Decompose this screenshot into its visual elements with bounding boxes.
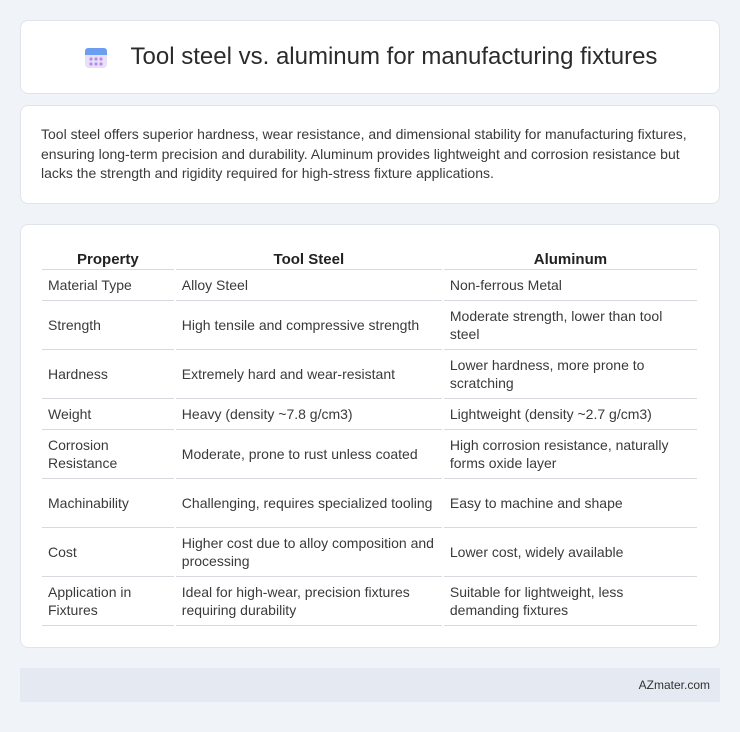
table-row [42,301,697,350]
aluminum-cell: Lightweight (density ~2.7 g/cm3) [444,399,697,430]
summary-text: Tool steel offers superior hardness, wear resistance, and dimensional stability for manufacturing fixtures, ensuring long-term precision and durability. Aluminum provides lightweight and corrosion resistance but lacks the strength and rigidity required for high-stress fixture applications. [41,126,687,181]
table-row [42,430,697,479]
table-row [42,577,697,626]
tool-steel-cell: High tensile and compressive strength [176,301,442,350]
property-cell: Cost [42,528,174,577]
aluminum-cell: Lower hardness, more prone to scratching [444,350,697,399]
property-cell: Hardness [42,350,174,399]
tool-steel-cell: Ideal for high-wear, precision fixtures requiring durability [176,577,442,626]
comparison-table [40,245,699,626]
comparison-table-card [20,224,720,648]
table-header-row [42,245,697,270]
footer-bar [20,668,720,702]
table-row [42,270,697,301]
aluminum-cell: Non-ferrous Metal [444,270,697,301]
table-row [42,528,697,577]
property-cell: Corrosion Resistance [42,430,174,479]
column-header-aluminum: Aluminum [444,245,697,270]
aluminum-cell: Suitable for lightweight, less demanding fixtures [444,577,697,626]
tool-steel-cell: Extremely hard and wear-resistant [176,350,442,399]
property-cell: Strength [42,301,174,350]
aluminum-cell: Lower cost, widely available [444,528,697,577]
table-row [42,399,697,430]
property-cell: Machinability [42,479,174,528]
tool-steel-cell: Moderate, prone to rust unless coated [176,430,442,479]
tool-steel-cell: Heavy (density ~7.8 g/cm3) [176,399,442,430]
page-title: Tool steel vs. aluminum for manufacturing fixtures [130,43,658,70]
column-header-property: Property [42,245,174,270]
column-header-tool-steel: Tool Steel [176,245,442,270]
summary-card [20,105,720,204]
property-cell: Weight [42,399,174,430]
tool-steel-cell: Alloy Steel [176,270,442,301]
tool-steel-cell: Higher cost due to alloy composition and processing [176,528,442,577]
table-row [42,350,697,399]
property-cell: Material Type [42,270,174,301]
aluminum-cell: Easy to machine and shape [444,479,697,528]
aluminum-cell: High corrosion resistance, naturally forms oxide layer [444,430,697,479]
table-row [42,479,697,528]
property-cell: Application in Fixtures [42,577,174,626]
tool-steel-cell: Challenging, requires specialized tooling [176,479,442,528]
calendar-icon [83,44,109,70]
title-card [20,20,720,94]
footer-site-link[interactable]: AZmater.com [638,678,710,692]
aluminum-cell: Moderate strength, lower than tool steel [444,301,697,350]
